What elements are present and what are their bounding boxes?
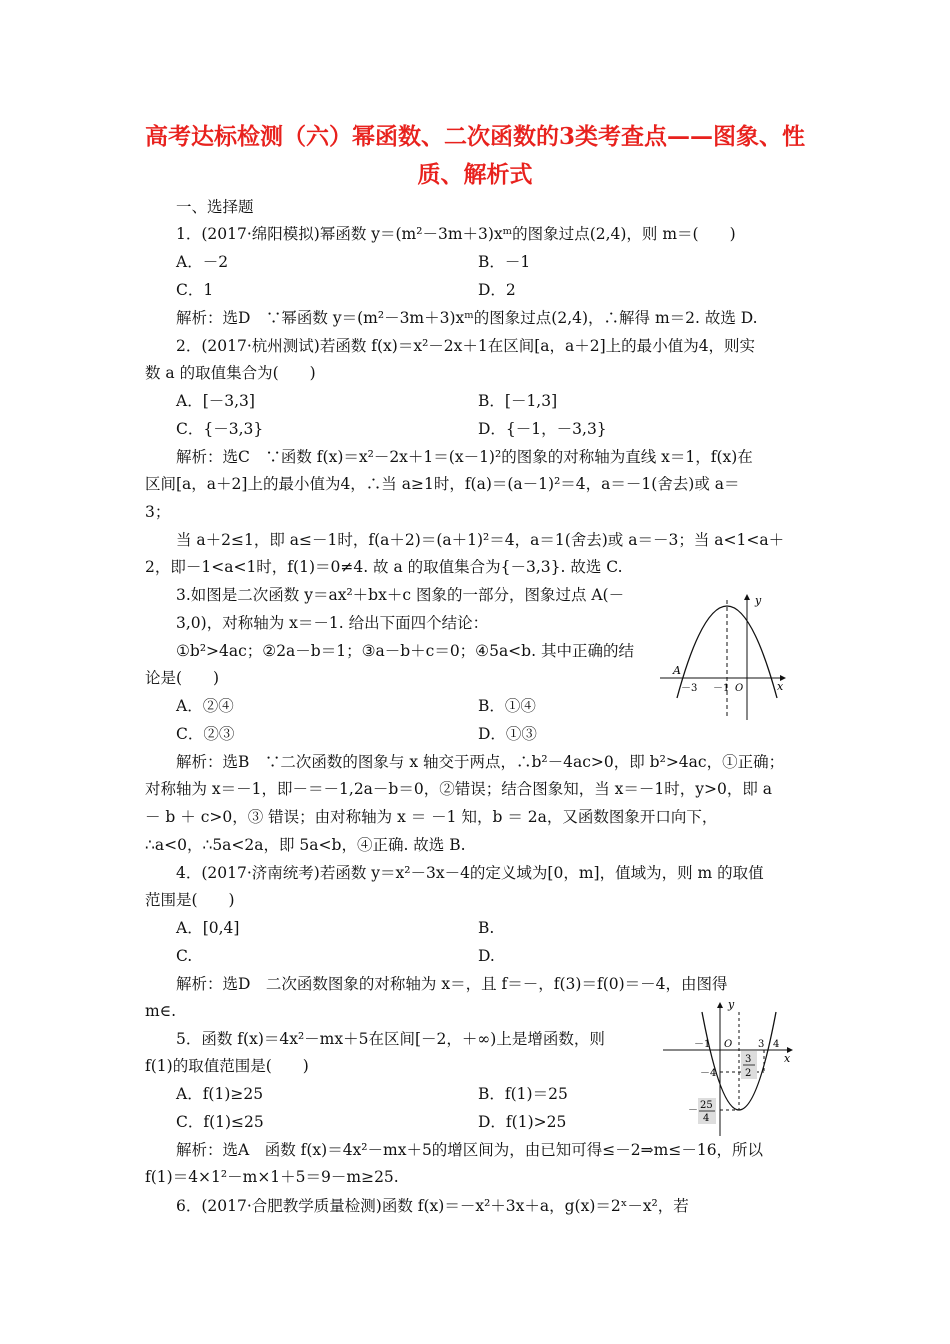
- q4-solution-1: 解析：选D 二次函数图象的对称轴为 x＝，且 f＝－，f(3)＝f(0)＝－4，由图得: [176, 975, 728, 993]
- q2-option-c: C．{－3,3}: [176, 420, 264, 438]
- title-line-1: 高考达标检测（六）幂函数、二次函数的3类考查点——图象、性: [144, 123, 805, 150]
- tick-neg4: －4: [700, 1068, 717, 1079]
- q3-solution-4: ∴a<0，∴5a<2a，即 5a<b，④正确. 故选 B.: [145, 836, 466, 854]
- q2-stem-1: 2．(2017·杭州测试)若函数 f(x)＝x²－2x＋1在区间[a，a＋2]上的最小值为4，则实: [176, 337, 756, 355]
- q4-option-a: A．[0,4]: [176, 919, 240, 937]
- q3-stem-2: 3,0)，对称轴为 x＝－1. 给出下面四个结论：: [176, 614, 489, 632]
- q5-solution-1: 解析：选A 函数 f(x)＝4x²－mx＋5的增区间为，由已知可得≤－2⇒m≤－16，所以: [176, 1141, 764, 1159]
- q6-stem-1: 6．(2017·合肥教学质量检测)函数 f(x)＝－x²＋3x＋a，g(x)＝2ˣ－x²，若: [176, 1197, 689, 1215]
- q3-stem-1: 3.如图是二次函数 y＝ax²＋bx＋c 图象的一部分，图象过点 A(－: [176, 586, 625, 604]
- q3-solution-3: － b ＋ c>0，③ 错误；由对称轴为 x ＝ －1 知，b ＝ 2a，又函数图象开口向下，: [145, 808, 718, 826]
- q4-option-b: B.: [478, 919, 495, 937]
- q5-option-b: B．f(1)＝25: [478, 1085, 568, 1103]
- q2-option-b: B．[－1,3]: [478, 392, 558, 410]
- frac-numerator-3: 3: [745, 1054, 752, 1065]
- tick-neg3: －3: [681, 683, 698, 694]
- q3-stem-4: 论是( ): [145, 669, 220, 687]
- tick-neg1: －1: [713, 683, 730, 694]
- q3-stem-3: ①b²>4ac；②2a－b＝1；③a－b＋c＝0；④5a<b. 其中正确的结: [176, 642, 634, 660]
- q1-solution: 解析：选D ∵幂函数 y＝(m²－3m＋3)xᵐ的图象过点(2,4)，∴解得 m＝2. 故选 D.: [176, 309, 758, 327]
- q4-option-c: C.: [176, 947, 193, 965]
- q3-option-b: B．①④: [478, 697, 536, 715]
- point-a-label: A: [673, 664, 681, 677]
- section-heading: 一、选择题: [176, 198, 254, 216]
- q3-solution-1: 解析：选B ∵二次函数的图象与 x 轴交于两点，∴b²－4ac>0，即 b²>4ac，①正确；: [176, 753, 785, 771]
- tick-neg1: －1: [694, 1039, 711, 1050]
- min-neg-sign: －: [688, 1105, 698, 1116]
- frac-denominator-2: 2: [745, 1068, 752, 1079]
- q4-stem-1: 4．(2017·济南统考)若函数 y＝x²－3x－4的定义域为[0，m]，值域为，则 m 的取值: [176, 864, 764, 882]
- q3-option-c: C．②③: [176, 725, 235, 743]
- q5-option-a: A．f(1)≥25: [176, 1085, 264, 1103]
- q2-solution-2: 区间[a，a＋2]上的最小值为4，∴当 a≥1时，f(a)＝(a－1)²＝4，a＝－1(舍去)或 a＝: [145, 475, 740, 493]
- q2-solution-5: 2，即－1<a<1时，f(1)＝0≠4. 故 a 的取值集合为{－3,3}. 故选 C.: [145, 558, 623, 576]
- q1-stem: 1．(2017·绵阳模拟)幂函数 y＝(m²－3m＋3)xᵐ的图象过点(2,4)，则 m＝( ): [176, 225, 736, 243]
- q2-solution-3: 3；: [145, 503, 171, 521]
- y-axis-label: y: [728, 1000, 735, 1011]
- origin-label: O: [724, 1039, 733, 1050]
- q3-solution-2: 对称轴为 x＝－1，即－＝－1,2a－b＝0，②错误；结合图象知，当 x＝－1时，y>0，即 a: [145, 780, 773, 798]
- q2-stem-2: 数 a 的取值集合为( ): [145, 364, 316, 382]
- q1-option-b: B．－1: [478, 253, 531, 271]
- q3-parabola-figure: [655, 590, 795, 720]
- q4-stem-2: 范围是( ): [145, 891, 235, 909]
- y-axis-label: y: [755, 594, 762, 607]
- tick-3: 3: [758, 1039, 765, 1050]
- q2-option-d: D．{－1，－3,3}: [478, 420, 607, 438]
- q2-solution-1: 解析：选C ∵函数 f(x)＝x²－2x＋1＝(x－1)²的图象的对称轴为直线 x＝1，f(x)在: [176, 448, 753, 466]
- q3-option-a: A．②④: [176, 697, 234, 715]
- q2-option-a: A．[－3,3]: [176, 392, 255, 410]
- q4-option-d: D.: [478, 947, 495, 965]
- q5-option-c: C．f(1)≤25: [176, 1113, 264, 1131]
- q1-option-a: A．－2: [176, 253, 229, 271]
- q5-parabola-figure: [658, 1000, 798, 1138]
- x-axis-label: x: [777, 680, 784, 693]
- q2-solution-4: 当 a＋2≤1，即 a≤－1时，f(a＋2)＝(a＋1)²＝4，a＝1(舍去)或 a＝－3；当 a<1<a＋: [176, 531, 785, 549]
- title-line-2: 质、解析式: [417, 161, 533, 188]
- q4-solution-2: m∈.: [145, 1002, 177, 1020]
- q5-stem-1: 5．函数 f(x)＝4x²－mx＋5在区间[－2，＋∞)上是增函数，则: [176, 1030, 605, 1048]
- x-axis-label: x: [784, 1052, 791, 1065]
- frac-denominator-4: 4: [703, 1113, 710, 1124]
- q5-option-d: D．f(1)>25: [478, 1113, 567, 1131]
- q1-option-d: D．2: [478, 281, 516, 299]
- q3-option-d: D．①③: [478, 725, 537, 743]
- frac-numerator-25: 25: [700, 1100, 713, 1111]
- q5-solution-2: f(1)＝4×1²－m×1＋5＝9－m≥25.: [145, 1168, 399, 1186]
- tick-4: 4: [773, 1039, 780, 1050]
- q5-stem-2: f(1)的取值范围是( ): [145, 1057, 309, 1075]
- q1-option-c: C．1: [176, 281, 214, 299]
- page-title: [120, 118, 830, 194]
- origin-label: O: [735, 683, 744, 694]
